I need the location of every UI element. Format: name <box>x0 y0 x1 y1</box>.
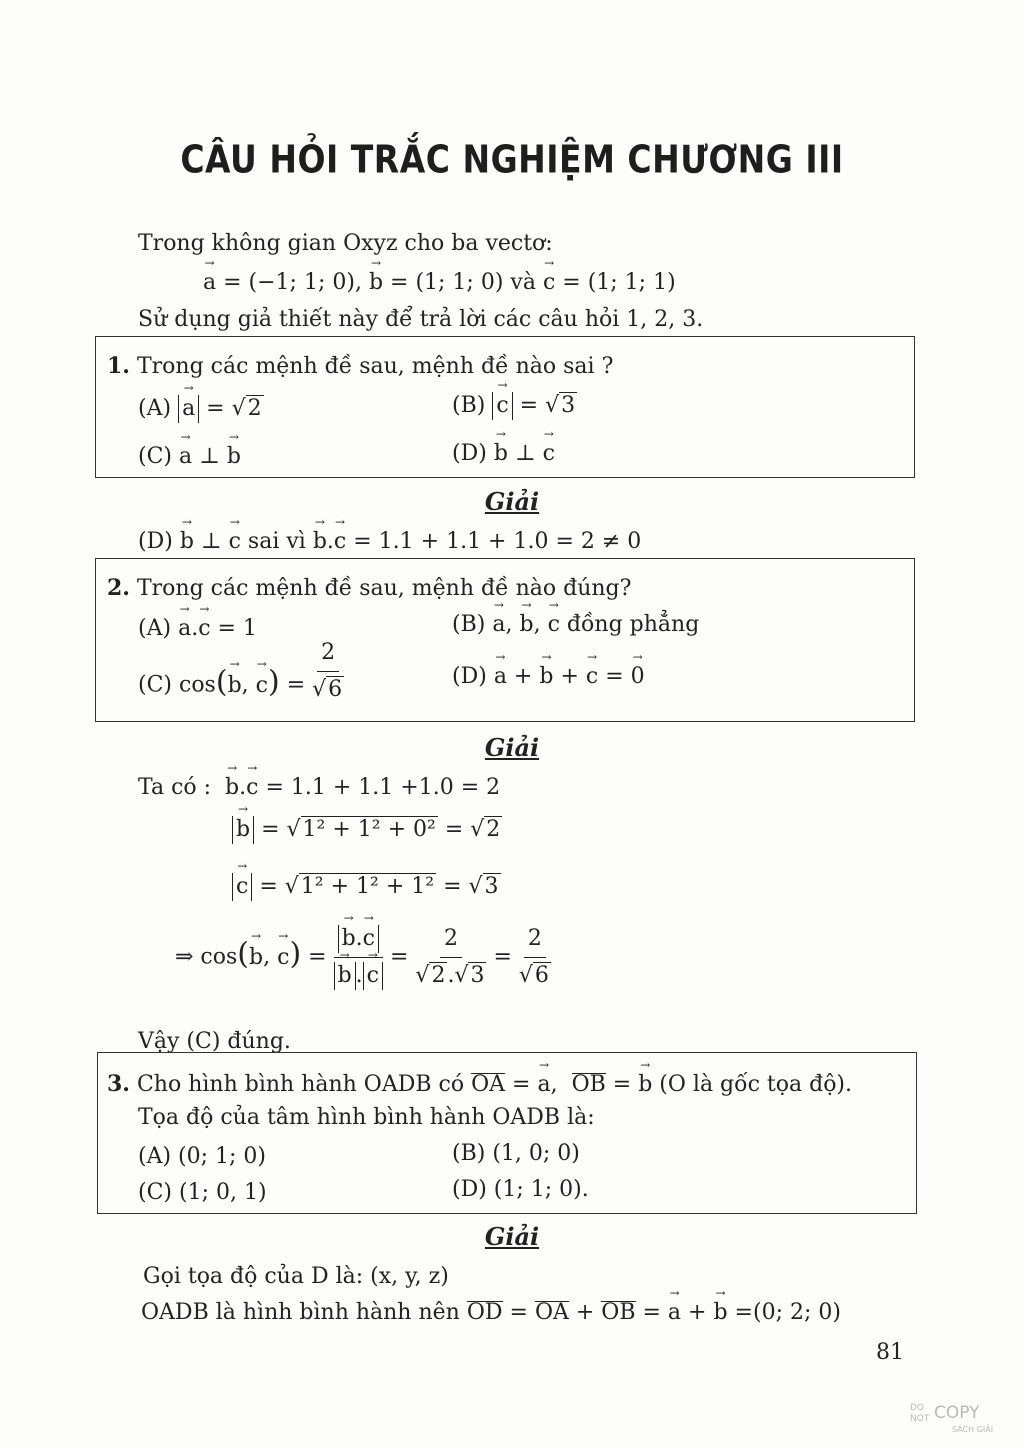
page-number: 81 <box>876 1340 904 1365</box>
solution-3-line-1: Gọi tọa độ của D là: (x, y, z) <box>143 1264 449 1289</box>
q2-option-a: (A) → a.→ c = 1 <box>138 616 257 642</box>
q3-option-a: (A) (0; 1; 0) <box>138 1144 267 1169</box>
q1-option-a: (A) → a = √2 <box>138 395 264 423</box>
question-3-stem-2: Tọa độ của tâm hình bình hành OADB là: <box>138 1105 595 1130</box>
page-title: CÂU HỎI TRẮC NGHIỆM CHƯƠNG III <box>180 137 844 182</box>
solution-2-norm-c: → c = √1² + 1² + 1² = √3 <box>232 873 501 901</box>
solution-1-text: (D) → b ⊥ → c sai vì → b.→ c = 1.1 + 1.1 + 1.0 = 2 ≠ 0 <box>138 529 641 555</box>
q2-option-d: (D) → a + → b + → c = → 0 <box>452 664 645 690</box>
question-2-stem: 2. Trong các mệnh đề sau, mệnh đề nào đúng? <box>107 575 632 601</box>
intro-line-3: Sử dụng giả thiết này để trả lời các câu hỏi 1, 2, 3. <box>138 307 704 332</box>
q1-option-b: (B) → c = √3 <box>452 392 577 420</box>
watermark <box>910 1404 1014 1440</box>
q1-option-c: (C) → a ⊥ → b <box>138 444 241 470</box>
solution-2-cos: ⇒ cos(→ b, → c) = → b.→ c → b .→ c = $\frac{2}{√2.√3}$ = $\frac{2}{√6}$ <box>175 924 551 991</box>
q3-option-d: (D) (1; 1; 0). <box>452 1177 589 1202</box>
solution-2-heading: Giải <box>484 733 540 762</box>
watermark-copy: COPY <box>934 1403 980 1423</box>
q3-option-b: (B) (1, 0; 0) <box>452 1141 580 1166</box>
question-3-stem: 3. Cho hình bình hành OADB có OA = → a, OB = → b (O là gốc tọa độ). <box>107 1071 852 1098</box>
solution-3-heading: Giải <box>484 1222 540 1251</box>
solution-1-heading: Giải <box>484 487 540 516</box>
question-1-stem: 1. Trong các mệnh đề sau, mệnh đề nào sai ? <box>107 353 614 379</box>
q2-option-b: (B) → a, → b, → c đồng phẳng <box>452 612 699 638</box>
solution-2-taco: Ta có : → b.→ c = 1.1 + 1.1 +1.0 = 2 <box>138 775 500 801</box>
intro-vectors: → a = (−1; 1; 0), → b = (1; 1; 0) và → c = (1; 1; 1) <box>203 270 676 296</box>
q3-option-c: (C) (1; 0, 1) <box>138 1180 267 1205</box>
q2-option-c: (C) cos(→ b, → c) = $\frac{2}{√6}$ <box>138 652 344 719</box>
intro-line-1: Trong không gian Oxyz cho ba vectơ: <box>138 231 553 256</box>
solution-3-line-2: OADB là hình bình hành nên OD = OA + OB = → a + → b =(0; 2; 0) <box>141 1300 841 1326</box>
watermark-brand: SÁCH GIẢI <box>952 1425 994 1434</box>
solution-2-norm-b: → b = √1² + 1² + 0² = √2 <box>232 816 502 844</box>
q1-option-d: (D) → b ⊥ → c <box>452 441 555 467</box>
watermark-do: DO <box>910 1403 925 1413</box>
watermark-not: NOT <box>910 1414 930 1424</box>
solution-2-conclusion: Vậy (C) đúng. <box>138 1029 291 1054</box>
